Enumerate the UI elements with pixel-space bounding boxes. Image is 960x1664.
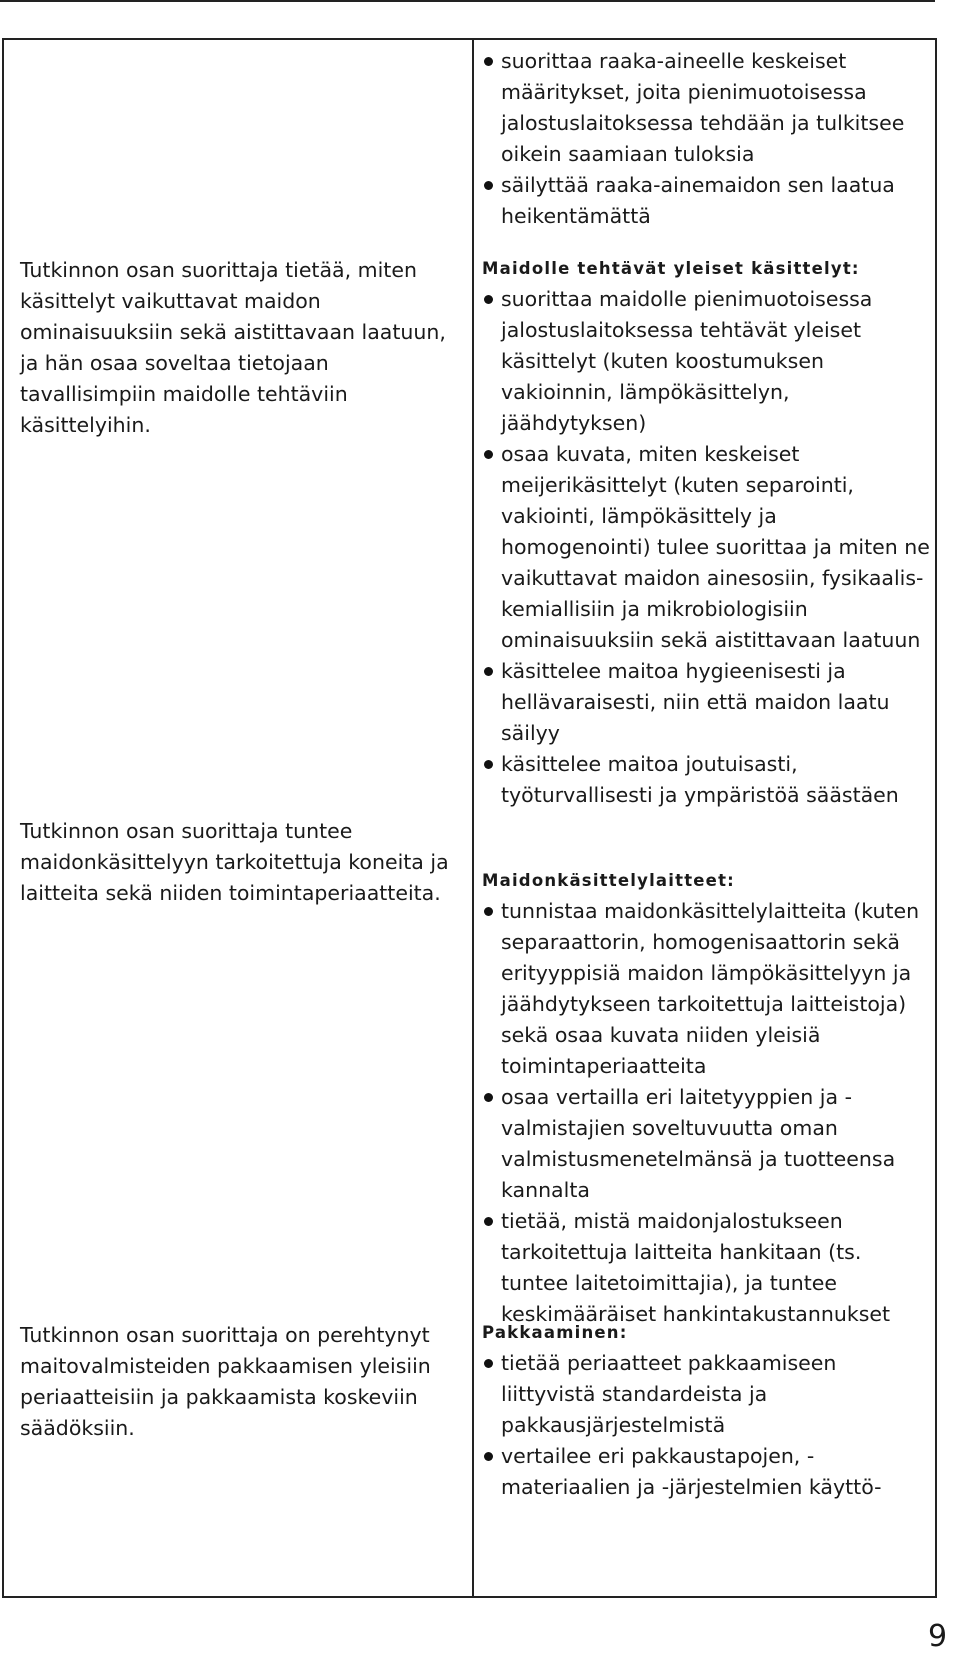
section-list (482, 1348, 932, 1503)
content-table (2, 38, 937, 1598)
list-item (482, 1082, 932, 1206)
section-list (482, 284, 932, 811)
list-item-text: käsittelee maitoa joutuisasti, työturvallisesti ja ympäristöä säästäen (501, 752, 899, 807)
bullet-icon (484, 760, 493, 769)
list-item (482, 749, 932, 811)
list-item (482, 896, 932, 1082)
list-item (482, 656, 932, 749)
page-number: 9 (928, 1619, 948, 1654)
top-rule (0, 0, 935, 2)
section-list (482, 896, 932, 1330)
bullet-icon (484, 1093, 493, 1102)
left-paragraph-3: Tutkinnon osan suorittaja on perehtynyt maitovalmisteiden pakkaamisen yleisiin periaatteisiin ja pakkaamista koskeviin säädöksiin. (20, 1323, 431, 1440)
column-divider (472, 40, 474, 1596)
left-paragraph-1: Tutkinnon osan suorittaja tietää, miten käsittelyt vaikuttavat maidon ominaisuuksiin sekä aistittavaan laatuun, ja hän osaa soveltaa tietojaan tavallisimpiin maidolle tehtäviin käsittelyihin. (20, 258, 446, 437)
list-item-text: käsittelee maitoa hygieenisesti ja hellävaraisesti, niin että maidon laatu säilyy (501, 659, 890, 745)
intro-list-block (482, 46, 932, 232)
list-item-text: tietää periaatteet pakkaamiseen liittyvistä standardeista ja pakkausjärjestelmistä (501, 1351, 837, 1437)
list-item-text: osaa vertailla eri laitetyyppien ja -valmistajien soveltuvuutta oman valmistusmenetelmänsä ja tuotteensa kannalta (501, 1085, 896, 1202)
bullet-icon (484, 181, 493, 190)
list-item (482, 284, 932, 439)
bullet-icon (484, 295, 493, 304)
list-item (482, 170, 932, 232)
section-heading: Pakkaaminen: (482, 1323, 628, 1342)
bullet-icon (484, 667, 493, 676)
bullet-icon (484, 1359, 493, 1368)
section-packaging (482, 1320, 932, 1503)
list-item (482, 1206, 932, 1330)
bullet-icon (484, 1217, 493, 1226)
bullet-icon (484, 1452, 493, 1461)
list-item (482, 46, 932, 170)
list-item-text: tunnistaa maidonkäsittelylaitteita (kuten separaattorin, homogenisaattorin sekä erityyppisiä maidon lämpökäsittelyyn ja jäähdytykseen tarkoitettuja laitteistoja) sekä osaa kuvata niiden yleisiä toimintaperiaatteita (501, 899, 920, 1078)
section-processing (482, 256, 932, 811)
section-heading: Maidonkäsittelylaitteet: (482, 871, 735, 890)
intro-list (482, 46, 932, 232)
section-equipment (482, 868, 932, 1330)
list-item (482, 1348, 932, 1441)
section-heading: Maidolle tehtävät yleiset käsittelyt: (482, 259, 860, 278)
list-item-text: säilyttää raaka-ainemaidon sen laatua heikentämättä (501, 173, 895, 228)
list-item (482, 439, 932, 656)
list-item-text: osaa kuvata, miten keskeiset meijerikäsittelyt (kuten separointi, vakiointi, lämpökäsittely ja homogenointi) tulee suorittaa ja miten ne vaikuttavat maidon ainesosiin, fysikaalis-kemiallisiin ja mikrobiologisiin ominaisuuksiin sekä aistittavaan laatuun (501, 442, 930, 652)
list-item (482, 1441, 932, 1503)
left-paragraph-2: Tutkinnon osan suorittaja tuntee maidonkäsittelyyn tarkoitettuja koneita ja laitteita sekä niiden toimintaperiaatteita. (20, 819, 449, 905)
list-item-text: suorittaa maidolle pienimuotoisessa jalostuslaitoksessa tehtävät yleiset käsittelyt (kuten koostumuksen vakioinnin, lämpökäsittelyn, jäähdytyksen) (501, 287, 873, 435)
list-item-text: suorittaa raaka-aineelle keskeiset määritykset, joita pienimuotoisessa jalostuslaitoksessa tehdään ja tulkitsee oikein saamiaan tuloksia (501, 49, 905, 166)
bullet-icon (484, 450, 493, 459)
list-item-text: tietää, mistä maidonjalostukseen tarkoitettuja laitteita hankitaan (ts. tuntee laitetoimittajia), ja tuntee keskimääräiset hankintakustannukset (501, 1209, 891, 1326)
bullet-icon (484, 907, 493, 916)
bullet-icon (484, 57, 493, 66)
list-item-text: vertailee eri pakkaustapojen, -materiaalien ja -järjestelmien käyttö- (501, 1444, 882, 1499)
